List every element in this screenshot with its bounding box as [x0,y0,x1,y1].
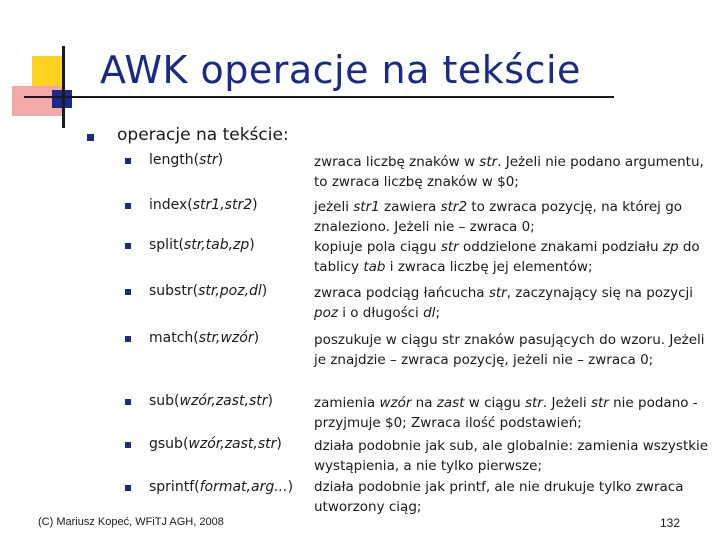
title-underline [24,96,614,98]
description-gsub: działa podobnie jak sub, ale globalnie: zamienia wszystkie wystąpienia, a nie tylko pierwsze; [314,438,709,474]
command-substr [125,283,315,303]
description-length: zwraca liczbę znaków w str. Jeżeli nie podano argumentu, to zwraca liczbę znaków w $0; [314,154,704,190]
description-sprintf: działa podobnie jak printf, ale nie drukuje tylko zwraca utworzony ciąg; [314,479,684,515]
bullet-icon [125,336,131,342]
bullet-icon [125,399,131,405]
bullet-icon [125,442,131,448]
command-split [125,237,315,257]
bullet-icon [125,243,131,249]
bullet-icon [125,158,131,164]
command-signature: match(str,wzór) [149,330,260,346]
description-sub: zamienia wzór na zast w ciągu str. Jeżeli str nie podano - przyjmuje $0; Zwraca ilość podstawień; [314,395,698,431]
command-sub [125,393,315,413]
command-match [125,330,315,350]
command-signature: sprintf(format,arg...) [149,479,294,495]
bullet-icon [125,289,131,295]
command-signature: length(str) [149,152,224,168]
bullet-icon [87,134,94,141]
bullet-icon [125,203,131,209]
decor-vertical-line [62,46,65,128]
description-split: kopiuje pola ciągu str oddzielone znakami podziału zp do tablicy tab i zwraca liczbę jej elementów; [314,239,700,275]
command-signature: gsub(wzór,zast,str) [149,436,282,452]
command-sprintf [125,479,315,499]
command-signature: sub(wzór,zast,str) [149,393,273,409]
command-gsub [125,436,315,456]
description-index: jeżeli str1 zawiera str2 to zwraca pozycję, na której go znaleziono. Jeżeli nie – zwraca 0; [314,199,683,235]
command-length [125,152,315,172]
section-heading: operacje na tekście: [117,125,289,145]
description-match: poszukuje w ciągu str znaków pasujących do wzoru. Jeżeli je znajdzie – zwraca pozycję, jeżeli nie – zwraca 0; [314,332,705,368]
footer-copyright: (C) Mariusz Kopeć, WFiTJ AGH, 2008 [38,516,224,528]
decor-yellow-square [32,56,62,86]
slide-title: AWK operacje na tekście [100,48,581,92]
description-substr: zwraca podciąg łańcucha str, zaczynający się na pozycji poz i o długości dl; [314,285,694,321]
command-signature: substr(str,poz,dl) [149,283,268,299]
command-index [125,197,315,217]
command-signature: index(str1,str2) [149,197,258,213]
command-signature: split(str,tab,zp) [149,237,255,253]
bullet-icon [125,485,131,491]
page-number: 132 [660,516,681,530]
